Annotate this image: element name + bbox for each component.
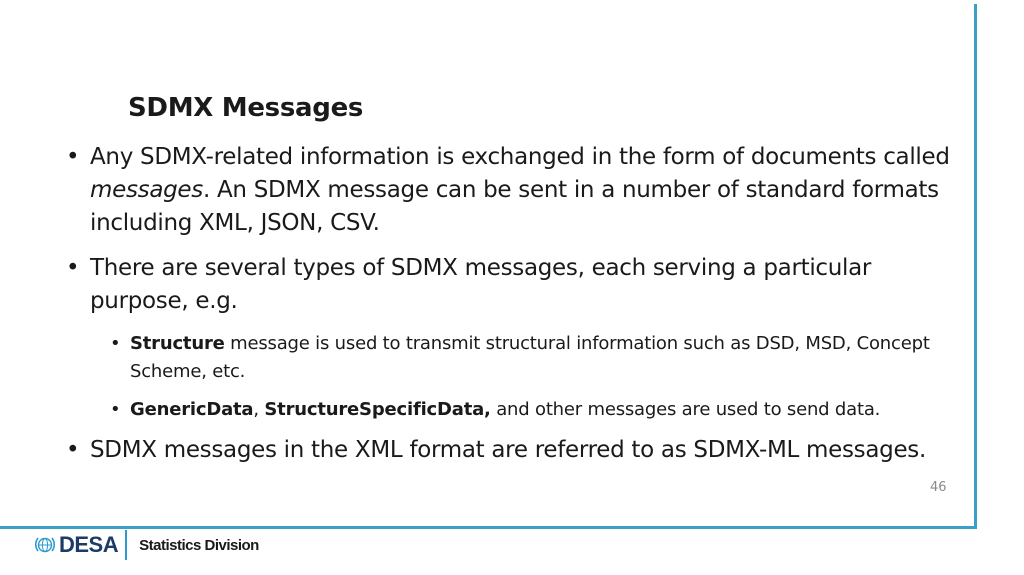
bullet-marker: • (66, 437, 80, 463)
sub-bullet-2-separator: , (253, 399, 265, 420)
bullet-1-text-end: . An SDMX message can be sent in a number of standard formats including XML, JSON, CSV. (90, 177, 939, 236)
frame-border-right (974, 4, 977, 528)
bullet-1-text-start: Any SDMX-related information is exchanged in the form of documents called (90, 144, 950, 170)
frame-border-bottom (0, 526, 977, 529)
bullet-1-emphasis: messages (90, 177, 203, 203)
sub-bullet-2-bold-1: GenericData (130, 399, 254, 420)
bullet-2-text: There are several types of SDMX messages, each serving a particular purpose, e.g. (90, 255, 872, 314)
slide-title: SDMX Messages (128, 93, 364, 123)
bullet-2 (66, 252, 966, 318)
division-name: Statistics Division (139, 536, 259, 554)
sub-bullet-1 (66, 330, 966, 386)
bullet-3-text: SDMX messages in the XML format are referred to as SDMX-ML messages. (90, 437, 926, 463)
sub-bullet-2 (66, 396, 966, 424)
bullet-1 (66, 141, 966, 240)
un-emblem-icon (34, 534, 56, 556)
footer (34, 530, 259, 560)
sub-bullet-marker: • (110, 333, 121, 354)
slide-content (66, 141, 966, 479)
sub-bullet-2-bold-2: StructureSpecificData, (264, 399, 491, 420)
sub-bullet-1-text: message is used to transmit structural information such as DSD, MSD, Concept Scheme, etc. (130, 333, 930, 382)
page-number: 46 (930, 480, 947, 495)
bullet-marker: • (66, 255, 80, 281)
sub-bullet-marker: • (110, 399, 121, 420)
bullet-marker: • (66, 144, 80, 170)
bullet-3 (66, 434, 966, 467)
footer-divider (125, 530, 127, 560)
sub-bullet-1-bold: Structure (130, 333, 225, 354)
desa-logo-text: DESA (59, 532, 119, 557)
sub-bullet-2-text: and other messages are used to send data. (490, 399, 881, 420)
